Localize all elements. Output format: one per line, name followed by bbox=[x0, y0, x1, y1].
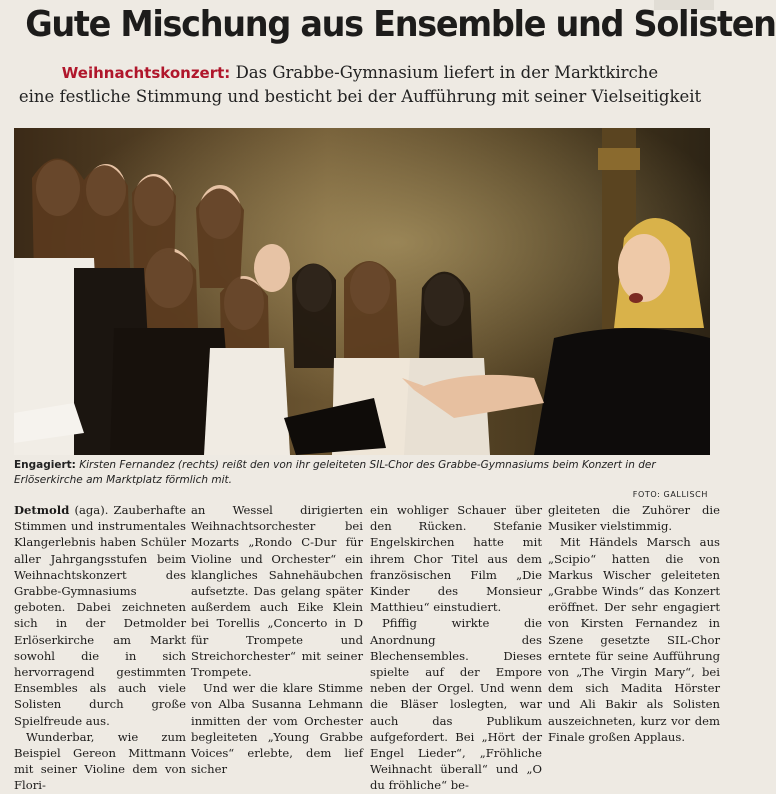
column-3 bbox=[370, 502, 542, 794]
subhead-line-1: Das Grabbe-Gymnasium liefert in der Marktkirche bbox=[235, 63, 659, 82]
column-1-paragraph-2: Wunderbar, wie zum Beispiel Gereon Mittmann mit seiner Violine dem von Flori- bbox=[14, 729, 186, 793]
subhead-line-2: eine festliche Stimmung und besticht bei der Aufführung mit seiner Vielseitigkeit bbox=[18, 87, 702, 106]
column-2-paragraph-2: Und wer die klare Stimme von Alba Susanna Lehmann inmitten der vom Orchester begleiteten „Young Grabbe Voices“ erlebte, dem lief sicher bbox=[191, 681, 363, 777]
column-1 bbox=[14, 502, 186, 794]
photo-credit: FOTO: GALLISCH bbox=[632, 490, 708, 499]
column-2 bbox=[191, 502, 363, 777]
column-3-paragraph-1: ein wohliger Schauer über den Rücken. Stefanie Engelskirchen hatte mit ihrem Chor Titel aus dem französischen Film „Die Kinder des Monsieur Matthieu“ einstudiert. bbox=[370, 503, 542, 615]
article-body bbox=[14, 502, 720, 793]
column-1-paragraph-1: (aga). Zauberhafte Stimmen und instrumentales Klangerlebnis haben Schüler aller Jahrgangsstufen beim Weihnachtskonzert des Grabbe-Gymnasiums geboten. Dabei zeichneten sich in der Detmolder Erlöserkirche am Markt sowohl die in sich hervorragend gestimmten Ensembles als auch viele Solisten durch große Spielfreude aus. bbox=[14, 503, 186, 728]
photo-caption bbox=[14, 458, 708, 502]
column-3-paragraph-2: Pfiffig wirkte die Anordnung des Blechensembles. Dieses spielte auf der Empore neben der Orgel. Und wenn die Bläser loslegten, war auch das Publikum aufgefordert. Bei „Hört der Engel Lieder“, „Fröhliche Weihnacht überall“ und „O du fröhliche“ be- bbox=[370, 616, 542, 793]
subheadline bbox=[0, 61, 720, 108]
column-2-paragraph-1: an Wessel dirigierten Weihnachtsorchester bei Mozarts „Rondo C-Dur für Violine und Orchester“ ein klangliches Sahnehäubchen aufsetzte. Das gelang später außerdem auch Eike Klein bei Torellis „Concerto in D für Trompete und Streichorchester“ mit seiner Trompete. bbox=[191, 503, 363, 680]
column-4-paragraph-1: gleiteten die Zuhörer die Musiker vielstimmig. bbox=[548, 503, 720, 534]
dateline: Detmold bbox=[14, 503, 70, 517]
headline: Gute Mischung aus Ensemble und Solisten bbox=[25, 4, 776, 45]
kicker: Weihnachtskonzert: bbox=[61, 64, 231, 82]
choir-photo-illustration bbox=[14, 128, 710, 455]
caption-lead: Engagiert: bbox=[14, 459, 76, 471]
column-4 bbox=[548, 502, 720, 745]
choir-photo bbox=[14, 128, 710, 455]
caption-text: Kirsten Fernandez (rechts) reißt den von ihr geleiteten SIL-Chor des Grabbe-Gymnasiums beim Konzert in der Erlöserkirche am Marktplatz förmlich mit. bbox=[14, 459, 656, 486]
column-4-paragraph-2: Mit Händels Marsch aus „Scipio“ hatten die von Markus Wischer geleiteten „Grabbe Winds“ das Konzert eröffnet. Der sehr engagiert von Kirsten Fernandez in Szene gesetzte SIL-Chor erntete für seine Aufführung von „The Virgin Mary“, bei dem sich Madita Hörster und Ali Bakir als Solisten auszeichneten, kurz vor dem Finale großen Applaus. bbox=[548, 535, 720, 744]
